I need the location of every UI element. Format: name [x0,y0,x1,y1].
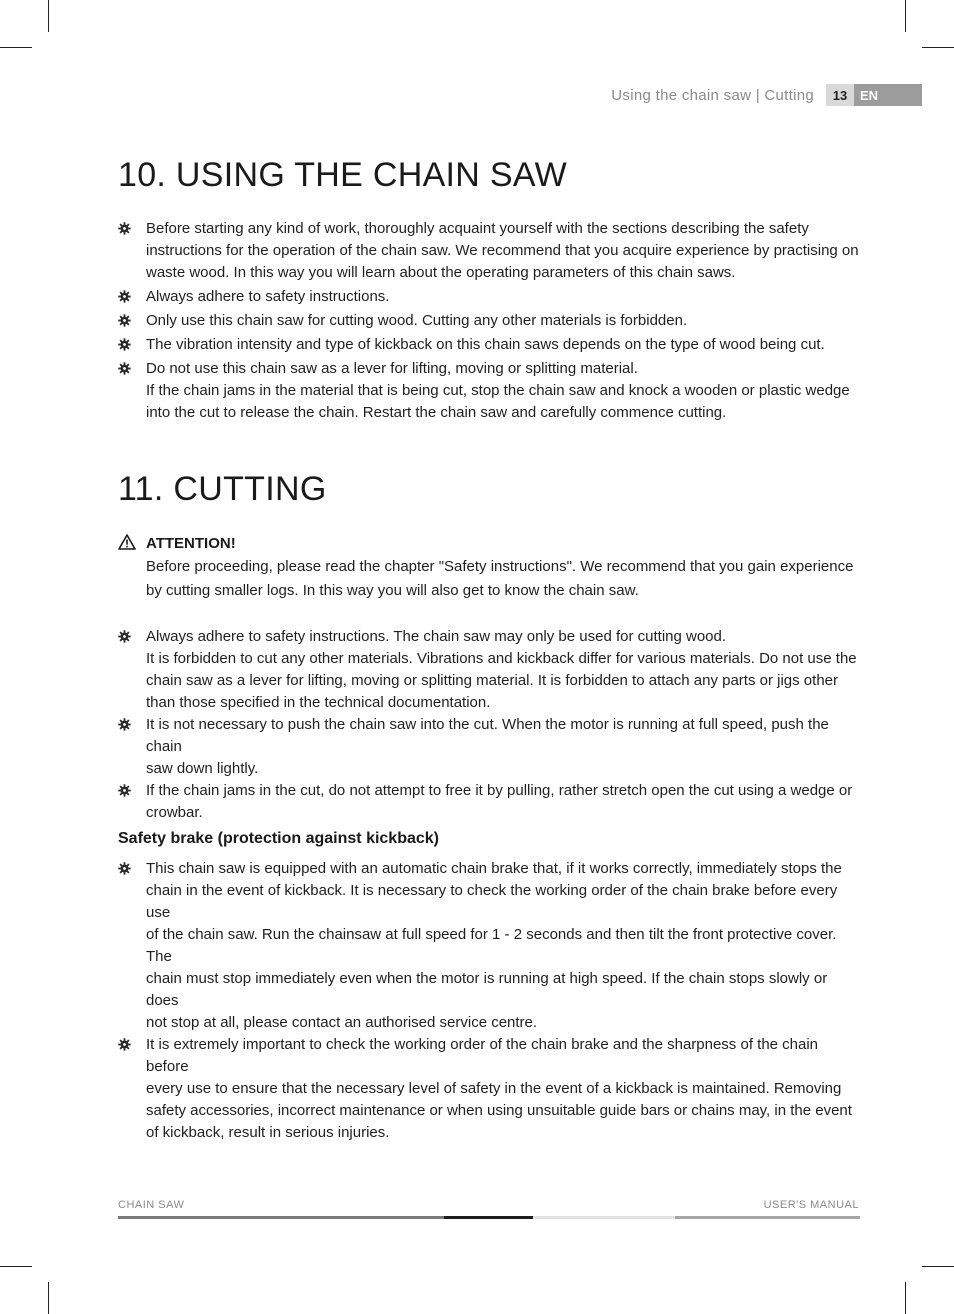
gear-bullet-icon [118,718,131,731]
footer-bar-segment [444,1216,533,1219]
list-item-line: chain in the event of kickback. It is necessary to check the working order of the chain brake before every use [146,882,838,921]
list-item-line: Before starting any kind of work, thoroughly acquaint yourself with the sections describing the safety [146,220,809,237]
list-item-line: Do not use this chain saw as a lever for lifting, moving or splitting material. [146,360,638,377]
crop-mark [905,0,906,32]
footer-doc-type: USER'S MANUAL [763,1199,859,1211]
list-item [118,358,863,424]
list-item-line: Always adhere to safety instructions. [146,288,390,305]
list-item-line: The vibration intensity and type of kickback on this chain saws depends on the type of wood being cut. [146,336,825,353]
page-badge [826,84,922,106]
gear-bullet-icon [118,222,131,235]
crop-mark [905,1282,906,1314]
list-item [118,780,863,824]
footer-bar-segment [533,1216,675,1219]
gear-bullet-icon [118,314,131,327]
list-item-line: Only use this chain saw for cutting wood. Cutting any other materials is forbidden. [146,312,688,329]
safety-brake-list [118,858,863,1144]
list-item [118,334,863,356]
language-tag: EN [854,84,922,106]
list-item-line: If the chain jams in the material that is being cut, stop the chain saw and knock a wooden or plastic wedge [146,382,850,399]
footer-product: CHAIN SAW [118,1199,185,1211]
attention-text [118,555,863,603]
crop-mark [0,1266,32,1267]
list-item-line: instructions for the operation of the chain saw. We recommend that you acquire experience by practising on [146,242,859,259]
list-item [118,626,863,714]
gear-bullet-icon [118,290,131,303]
attention-title: ATTENTION! [146,535,236,552]
list-item-line: of the chain saw. Run the chainsaw at full speed for 1 - 2 seconds and then tilt the front protective cover. The [146,926,837,965]
list-item-line: Always adhere to safety instructions. The chain saw may only be used for cutting wood. [146,628,727,645]
gear-bullet-icon [118,362,131,375]
list-item [118,310,863,332]
list-item-line: It is forbidden to cut any other materials. Vibrations and kickback differ for various materials. Do not use the [146,650,857,667]
crop-mark [0,47,32,48]
list-item [118,858,863,1034]
footer-bar-segment [118,1216,444,1219]
list-item-line: saw down lightly. [146,760,259,777]
warning-triangle-icon [118,534,136,550]
list-item-line: This chain saw is equipped with an automatic chain brake that, if it works correctly, immediately stops the [146,860,842,877]
list-item-line: of kickback, result in serious injuries. [146,1124,390,1141]
list-item [118,286,863,308]
crop-mark [48,0,49,32]
list-item-line: crowbar. [146,804,203,821]
list-item-line: chain must stop immediately even when the motor is running at high speed. If the chain stops slowly or does [146,970,828,1009]
list-item-line: It is extremely important to check the working order of the chain brake and the sharpness of the chain before [146,1036,819,1075]
footer-bar-segment [675,1216,860,1219]
section-11-title: 11. CUTTING [118,470,327,508]
list-item-line: If the chain jams in the cut, do not attempt to free it by pulling, rather stretch open the cut using a wedge or [146,782,853,799]
page-number: 13 [826,84,854,106]
attention-notice [118,533,863,603]
list-item [118,714,863,780]
attention-line: Before proceeding, please read the chapter "Safety instructions". We recommend that you gain experience by [146,558,854,599]
section-10-title: 10. USING THE CHAIN SAW [118,156,567,194]
list-item-line: chain saw as a lever for lifting, moving or splitting material. It is forbidden to attach any parts or jigs other [146,672,838,689]
list-item-line: waste wood. In this way you will learn about the operating parameters of this chain saws. [146,264,736,281]
list-item [118,218,863,284]
crop-mark [922,47,954,48]
gear-bullet-icon [118,338,131,351]
running-header [611,84,922,106]
attention-line: cutting smaller logs. In this way you will also get to know the chain saw. [166,582,639,599]
section-11-list [118,626,863,824]
gear-bullet-icon [118,630,131,643]
list-item-line: not stop at all, please contact an authorised service centre. [146,1014,538,1031]
running-title: Using the chain saw | Cutting [611,86,814,104]
safety-brake-heading: Safety brake (protection against kickback) [118,830,439,847]
list-item-line: It is not necessary to push the chain saw into the cut. When the motor is running at full speed, push the chain [146,716,829,755]
list-item [118,1034,863,1144]
list-item-line: than those specified in the technical documentation. [146,694,491,711]
crop-mark [922,1266,954,1267]
gear-bullet-icon [118,784,131,797]
list-item-line: every use to ensure that the necessary level of safety in the event of a kickback is maintained. Removing [146,1080,842,1097]
crop-mark [48,1282,49,1314]
section-10-list [118,218,863,424]
list-item-line: into the cut to release the chain. Restart the chain saw and carefully commence cutting. [146,404,727,421]
gear-bullet-icon [118,1038,131,1051]
list-item-line: safety accessories, incorrect maintenance or when using unsuitable guide bars or chains may, in the event [146,1102,852,1119]
gear-bullet-icon [118,862,131,875]
